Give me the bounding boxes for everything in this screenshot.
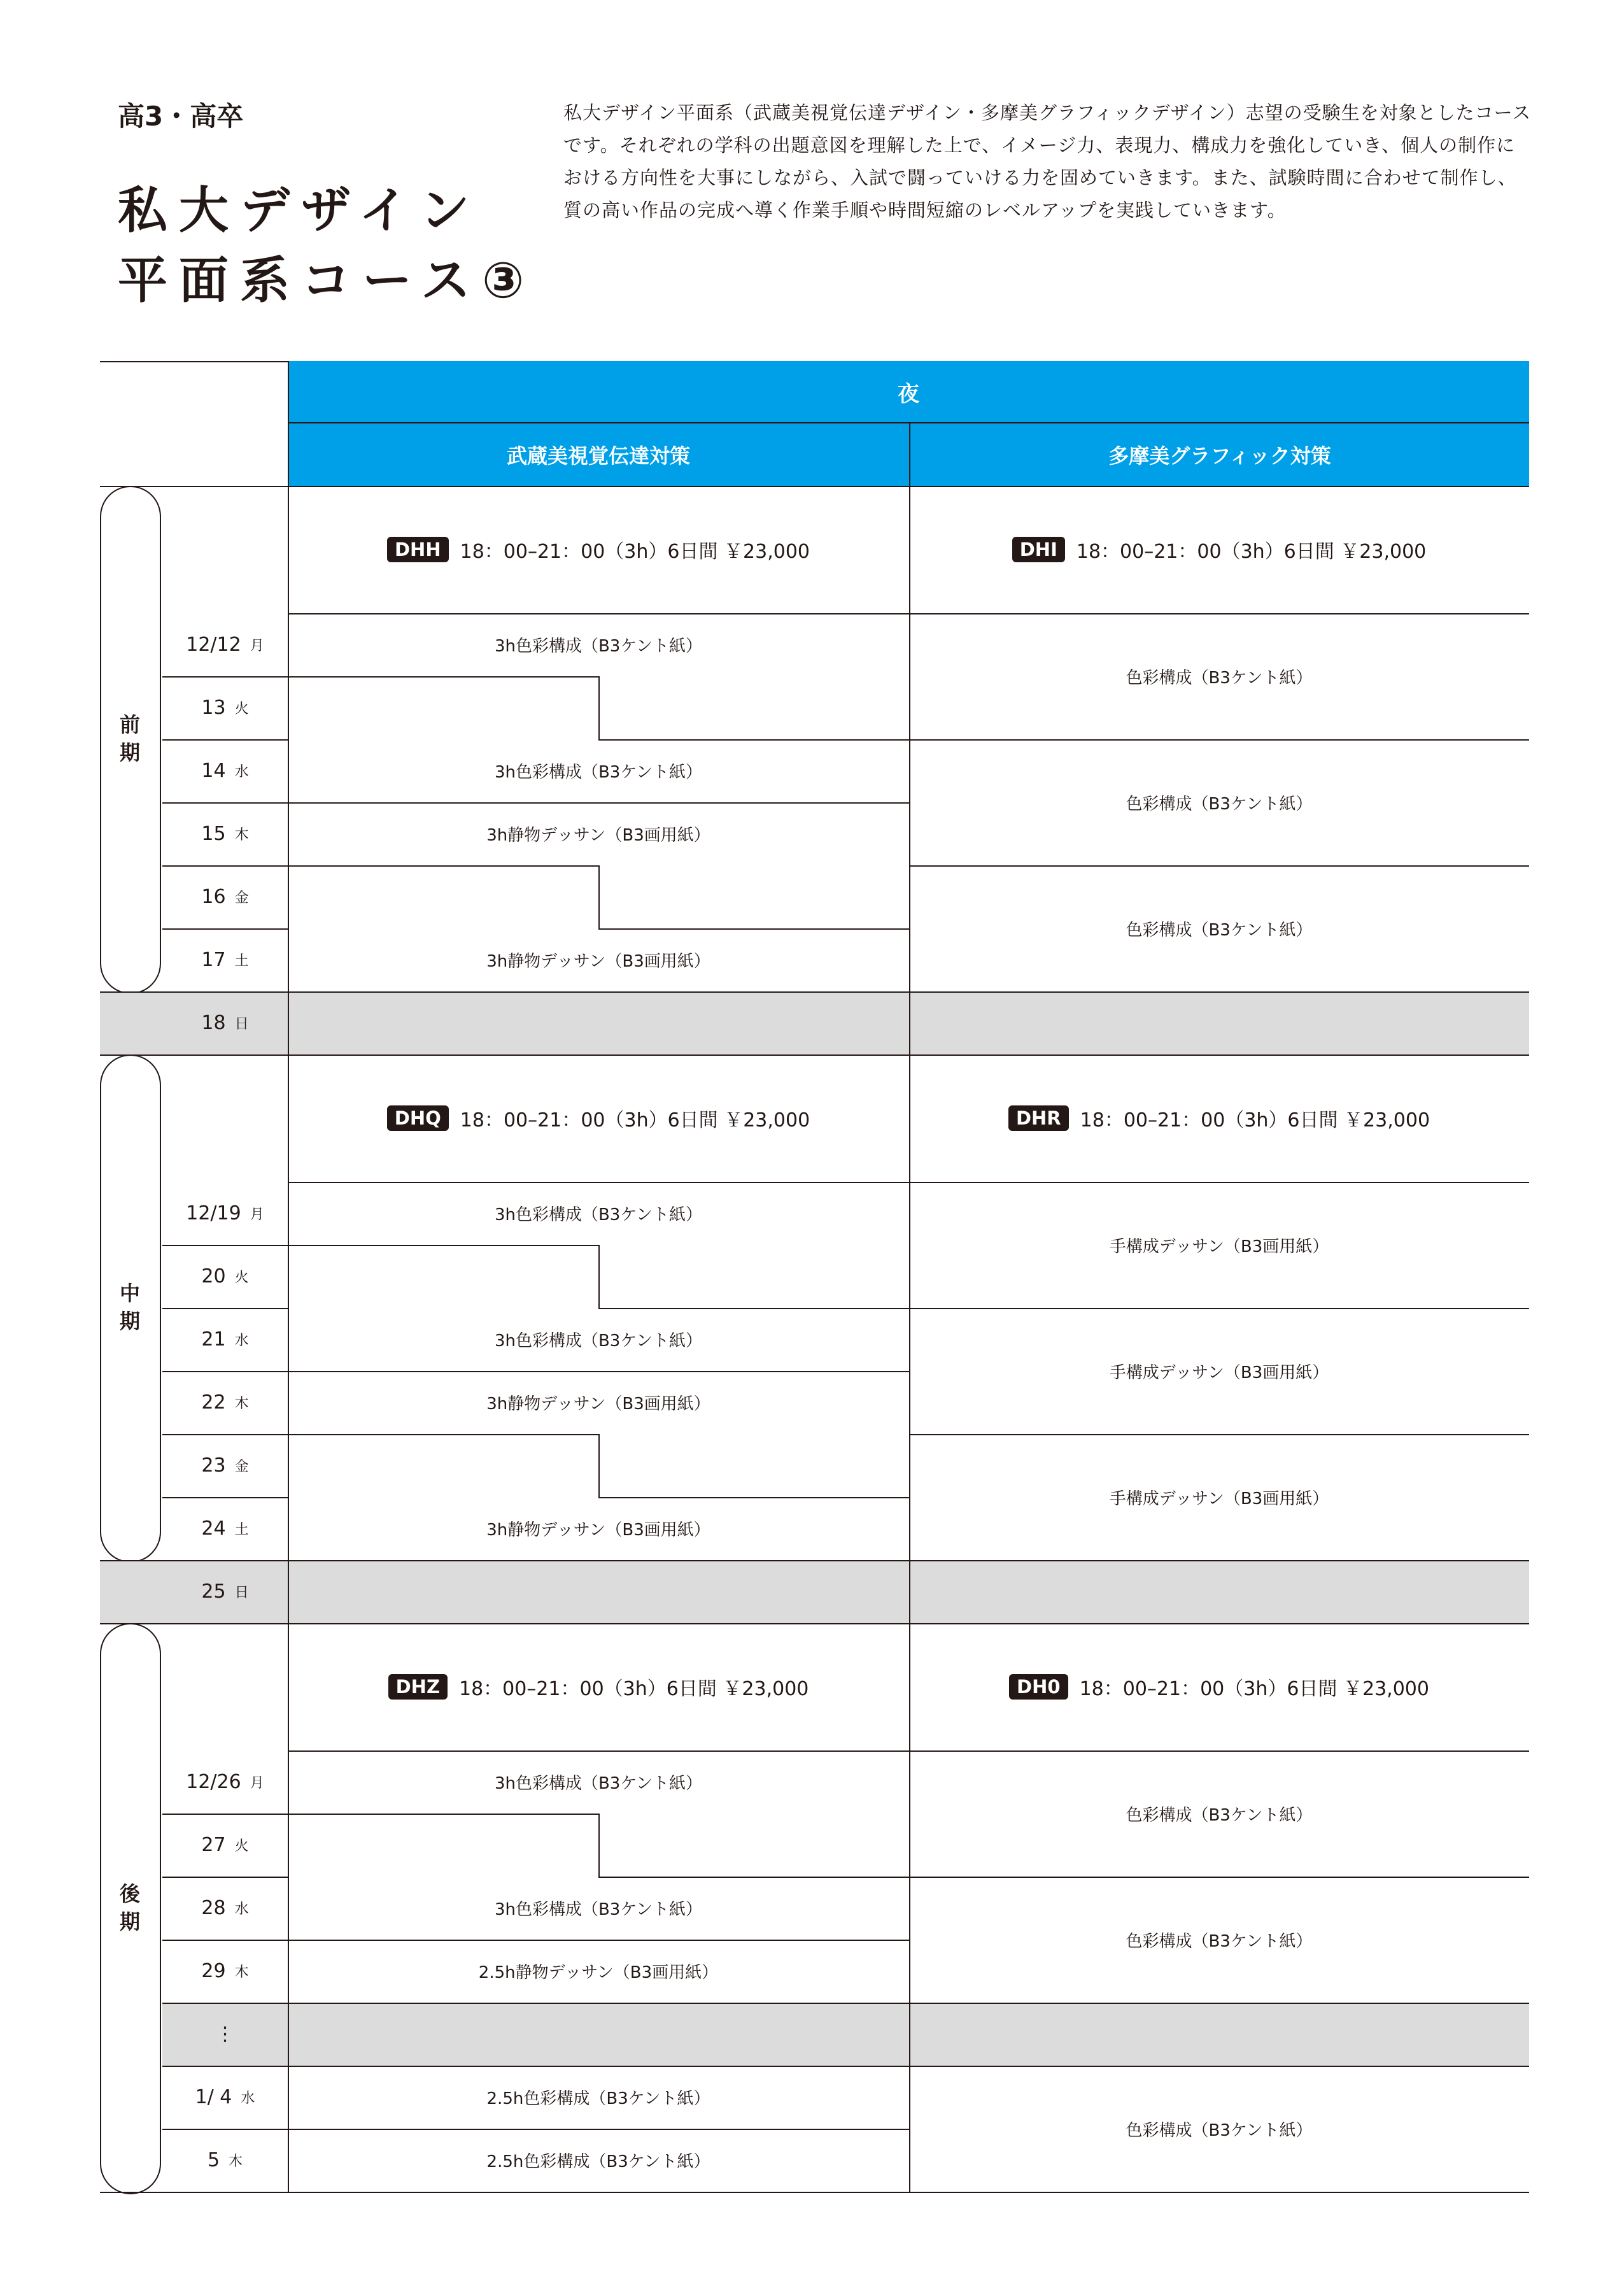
tamabi-task: 色彩構成（B3ケント紙）: [1126, 668, 1313, 688]
musabi-task: 3h色彩構成（B3ケント紙）: [494, 1900, 703, 1919]
task-divider: [909, 1308, 1529, 1309]
course-code-badge: DHH: [387, 537, 449, 562]
step-divider: [598, 1497, 909, 1498]
session-info-tamabi: [909, 1054, 1529, 1182]
weekday-label: 日: [234, 1016, 249, 1032]
step-divider: [598, 1877, 909, 1878]
date-cell: [162, 1308, 288, 1371]
date-cell: [162, 1497, 288, 1560]
date-cell: [162, 1245, 288, 1308]
tamabi-task: 手構成デッサン（B3画用紙）: [1109, 1363, 1329, 1382]
session-time-price: 18：00–21：00（3h）6日間 ￥23,000: [458, 1678, 809, 1700]
tamabi-task: 色彩構成（B3ケント紙）: [1126, 794, 1313, 814]
date-label: 14: [201, 760, 226, 782]
date-row-divider: [162, 1308, 288, 1309]
period-label-char: 期: [119, 1909, 140, 1934]
weekday-label: 火: [234, 1838, 249, 1854]
ellipsis-row: [162, 2003, 1529, 2066]
date-row-divider: [162, 2003, 288, 2004]
course-code-badge: DHI: [1012, 537, 1065, 562]
column-header-musabi: 武蔵美視覚伝達対策: [288, 423, 909, 486]
session-info-tamabi: [909, 486, 1529, 613]
date-label: 24: [201, 1517, 226, 1540]
course-description: [563, 97, 1537, 227]
musabi-task: 3h静物デッサン（B3画用紙）: [486, 1395, 710, 1414]
date-cell: [162, 1371, 288, 1434]
period-label: [117, 1880, 143, 1936]
weekday-label: 水: [234, 764, 249, 780]
column-divider: [288, 991, 289, 1054]
header-column-divider: [909, 423, 910, 486]
date-label: 13: [201, 697, 226, 719]
column-divider: [909, 1054, 910, 1560]
date-label: 18: [201, 1012, 226, 1034]
column-divider: [288, 1560, 289, 1623]
weekday-label: 水: [234, 1333, 249, 1349]
column-divider: [909, 1623, 910, 2192]
date-cell: [162, 2003, 288, 2066]
task-divider: [288, 802, 909, 804]
holiday-row: [100, 1560, 1529, 1623]
step-divider: [598, 1434, 600, 1497]
musabi-task: 2.5h静物デッサン（B3画用紙）: [478, 1963, 719, 1982]
date-row-divider: [162, 1814, 288, 1815]
date-cell: [162, 802, 288, 865]
tamabi-task: 色彩構成（B3ケント紙）: [1126, 2120, 1313, 2140]
step-divider: [288, 865, 598, 867]
date-label: 27: [201, 1834, 226, 1856]
step-divider: [598, 1814, 600, 1877]
step-divider: [288, 1814, 598, 1815]
date-row-divider: [162, 2129, 288, 2130]
time-band-header: 夜: [288, 361, 1529, 422]
date-cell: [162, 2066, 288, 2129]
tamabi-task: 手構成デッサン（B3画用紙）: [1109, 1237, 1329, 1256]
session-time-price: 18：00–21：00（3h）6日間 ￥23,000: [1079, 1678, 1429, 1700]
date-label: 29: [201, 1960, 226, 1982]
header-left-divider: [288, 361, 289, 486]
course-code-badge: DHZ: [388, 1674, 448, 1700]
tamabi-task: 色彩構成（B3ケント紙）: [1126, 1805, 1313, 1825]
date-label: 25: [201, 1580, 226, 1603]
musabi-task: 3h静物デッサン（B3画用紙）: [486, 826, 710, 845]
description-line: おける方向性を大事にしながら、入試で闘っていける力を固めていきます。また、試験時間に合わせて制作し、: [563, 167, 1517, 188]
session-time-price: 18：00–21：00（3h）6日間 ￥23,000: [460, 1109, 810, 1132]
musabi-task: 3h色彩構成（B3ケント紙）: [494, 1331, 703, 1351]
course-title-line1: 私大デザイン: [118, 182, 481, 239]
date-label: 12/26: [186, 1771, 241, 1793]
description-line: 質の高い作品の完成へ導く作業手順や時間短縮のレベルアップを実践していきます。: [563, 199, 1287, 221]
date-label: 12/19: [186, 1202, 241, 1225]
weekday-label: 火: [234, 1270, 249, 1286]
session-info-musabi: [288, 1623, 909, 1750]
weekday-label: 日: [234, 1585, 249, 1601]
step-divider: [288, 1245, 598, 1246]
step-divider: [598, 865, 600, 928]
date-cell: [162, 928, 288, 991]
weekday-label: 土: [234, 1522, 249, 1538]
date-label: 12/12: [186, 634, 241, 656]
table-top-rule: [100, 361, 288, 362]
session-time-price: 18：00–21：00（3h）6日間 ￥23,000: [1080, 1109, 1430, 1132]
session-time-price: 18：00–21：00（3h）6日間 ￥23,000: [1076, 541, 1427, 563]
step-divider: [598, 928, 909, 930]
step-divider: [288, 1434, 598, 1435]
musabi-task: 3h色彩構成（B3ケント紙）: [494, 637, 703, 656]
date-row-divider: [162, 1497, 288, 1498]
weekday-label: 木: [234, 1396, 249, 1412]
row-divider: [162, 2003, 1529, 2004]
course-title-line2: 平面系コース③: [118, 252, 536, 309]
date-row-divider: [162, 928, 288, 930]
date-row-divider: [162, 676, 288, 678]
column-divider: [909, 991, 910, 1054]
period-label: [117, 1279, 143, 1335]
description-line: 私大デザイン平面系（武蔵美視覚伝達デザイン・多摩美グラフィックデザイン）志望の受験生を対象としたコース: [563, 102, 1532, 124]
date-label: 21: [201, 1328, 226, 1351]
date-row-divider: [162, 2066, 288, 2067]
column-divider: [288, 486, 289, 991]
musabi-task: 3h色彩構成（B3ケント紙）: [494, 1774, 703, 1793]
date-label: 15: [201, 823, 226, 845]
column-divider: [909, 486, 910, 991]
weekday-label: 火: [234, 701, 249, 717]
date-row-divider: [162, 865, 288, 867]
session-info-tamabi: [909, 1623, 1529, 1750]
date-label: 23: [201, 1454, 226, 1477]
date-label: 1/ 4: [195, 2086, 232, 2108]
weekday-label: 金: [234, 1459, 249, 1475]
tamabi-task: 手構成デッサン（B3画用紙）: [1109, 1489, 1329, 1509]
period-label: [117, 711, 143, 767]
session-time-price: 18：00–21：00（3h）6日間 ￥23,000: [460, 541, 810, 563]
date-row-divider: [162, 739, 288, 741]
date-cell: [162, 739, 288, 802]
grade-label: 高3・高卒: [118, 101, 244, 132]
holiday-row: [100, 991, 1529, 1054]
period-label-char: 後: [119, 1881, 140, 1906]
weekday-label: 金: [234, 890, 249, 906]
weekday-label: 木: [234, 827, 249, 843]
column-divider: [288, 1623, 289, 2192]
period-label-char: 中: [119, 1281, 140, 1305]
weekday-label: 月: [250, 638, 264, 654]
weekday-label: 土: [234, 953, 249, 969]
holiday-date-cell: [162, 991, 288, 1054]
weekday-label: 水: [241, 2091, 255, 2106]
task-divider: [288, 2066, 909, 2067]
date-label: 16: [201, 886, 226, 908]
weekday-label: 月: [250, 1207, 264, 1223]
date-row-divider: [162, 1434, 288, 1435]
date-row-divider: [162, 1245, 288, 1246]
musabi-task: 3h色彩構成（B3ケント紙）: [494, 1205, 703, 1225]
musabi-task: 2.5h色彩構成（B3ケント紙）: [486, 2089, 710, 2108]
weekday-label: 木: [229, 2154, 243, 2169]
date-label: 28: [201, 1897, 226, 1919]
tamabi-task: 色彩構成（B3ケント紙）: [1126, 1931, 1313, 1951]
step-divider: [598, 1308, 909, 1309]
task-divider: [909, 1434, 1529, 1435]
date-cell: [162, 1434, 288, 1497]
date-cell: [162, 676, 288, 739]
table-bottom-rule: [100, 2192, 1529, 2193]
step-divider: [598, 676, 600, 739]
description-line: です。それぞれの学科の出題意図を理解した上で、イメージ力、表現力、構成力を強化していき、個人の制作に: [563, 134, 1516, 156]
weekday-label: 木: [234, 1964, 249, 1980]
task-divider: [909, 739, 1529, 741]
date-label: 22: [201, 1391, 226, 1414]
task-divider: [909, 2066, 1529, 2067]
task-divider: [288, 1371, 909, 1372]
date-cell: [162, 2129, 288, 2192]
date-row-divider: [162, 1877, 288, 1878]
tamabi-task: 色彩構成（B3ケント紙）: [1126, 920, 1313, 940]
date-row-divider: [162, 1940, 288, 1941]
date-cell: [162, 1182, 288, 1245]
task-divider: [909, 865, 1529, 867]
holiday-top-rule: [100, 1560, 1529, 1561]
musabi-task: 3h静物デッサン（B3画用紙）: [486, 1521, 710, 1540]
holiday-top-rule: [100, 991, 1529, 993]
date-label: 20: [201, 1265, 226, 1288]
period-label-char: 期: [119, 1309, 140, 1333]
date-row-divider: [162, 1371, 288, 1372]
column-divider: [288, 1054, 289, 1560]
step-divider: [598, 739, 909, 741]
date-cell: [162, 1940, 288, 2003]
date-label: 5: [207, 2149, 220, 2171]
course-code-badge: DHQ: [387, 1105, 449, 1131]
column-divider: [909, 1560, 910, 1623]
session-info-musabi: [288, 486, 909, 613]
holiday-date-cell: [162, 1560, 288, 1623]
date-cell: [162, 865, 288, 928]
period-label-char: 前: [119, 713, 140, 737]
period-label-char: 期: [119, 741, 140, 765]
course-code-badge: DH0: [1009, 1674, 1068, 1700]
step-divider: [288, 676, 598, 678]
date-cell: [162, 1877, 288, 1940]
weekday-label: 水: [234, 1901, 249, 1917]
column-header-tamabi: 多摩美グラフィック対策: [910, 423, 1529, 486]
weekday-label: 月: [250, 1775, 264, 1791]
date-cell: [162, 613, 288, 676]
session-info-musabi: [288, 1054, 909, 1182]
date-cell: [162, 1814, 288, 1877]
date-label: ⋮: [215, 2023, 235, 2045]
task-divider: [288, 1940, 909, 1941]
task-divider: [909, 1877, 1529, 1878]
date-cell: [162, 1750, 288, 1814]
date-label: 17: [201, 949, 226, 971]
musabi-task: 3h色彩構成（B3ケント紙）: [494, 763, 703, 782]
task-divider: [288, 2129, 909, 2130]
date-row-divider: [162, 802, 288, 804]
musabi-task: 2.5h色彩構成（B3ケント紙）: [486, 2152, 710, 2171]
course-code-badge: DHR: [1008, 1105, 1069, 1131]
step-divider: [598, 1245, 600, 1308]
musabi-task: 3h静物デッサン（B3画用紙）: [486, 952, 710, 971]
